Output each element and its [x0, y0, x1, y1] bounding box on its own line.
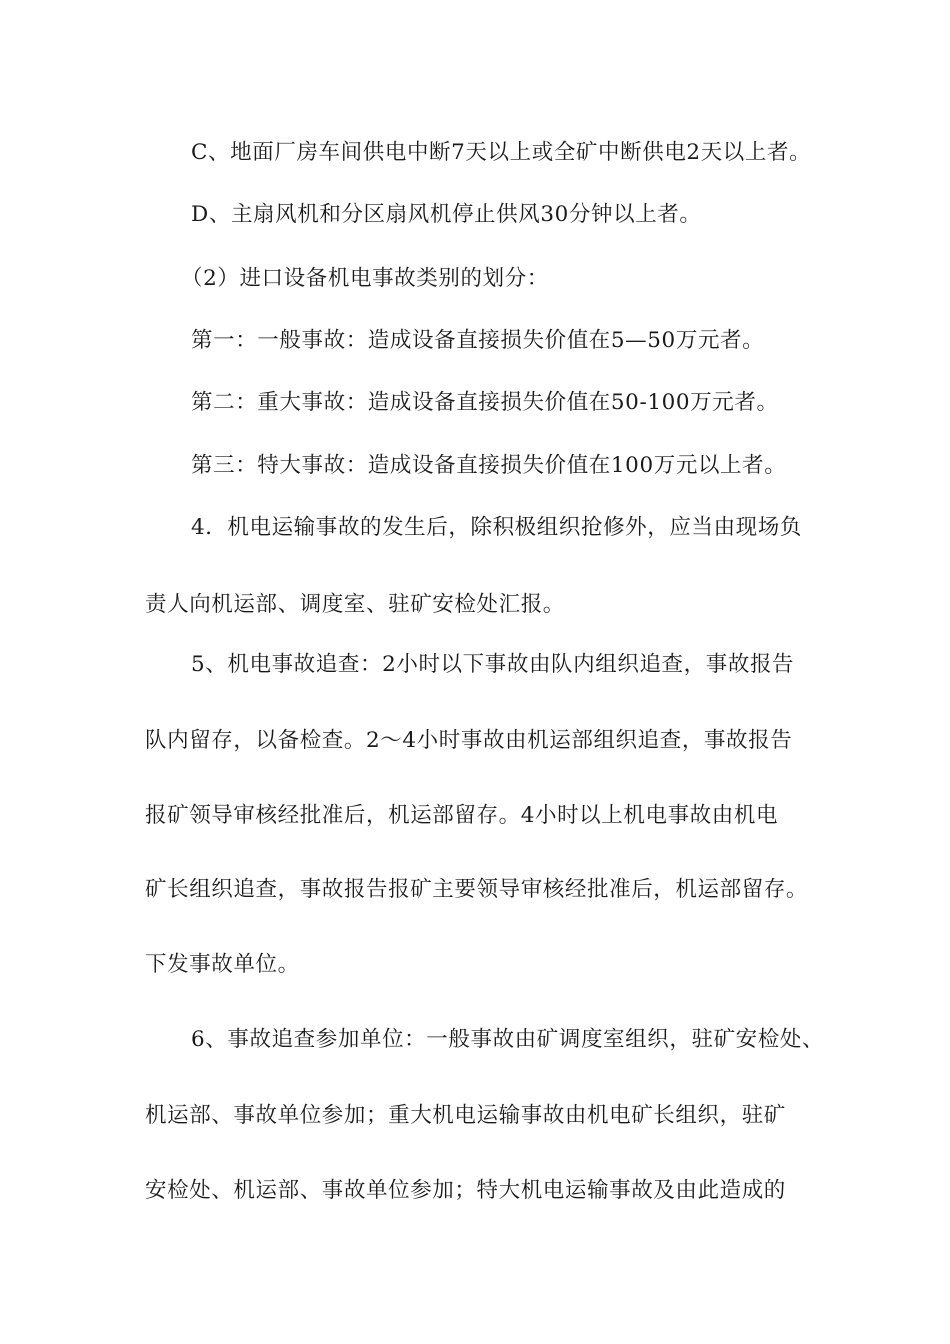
paragraph-5-line-2: 队内留存，以备检查。2～4小时事故由机运部组织追查，事故报告: [145, 728, 793, 753]
paragraph-line-major: 第二：重大事故：造成设备直接损失价值在50-100万元者。: [191, 390, 779, 415]
paragraph-line-d: D、主扇风机和分区扇风机停止供风30分钟以上者。: [191, 202, 702, 227]
paragraph-5-line-5: 下发事故单位。: [145, 952, 300, 977]
paragraph-line-severe: 第三：特大事故：造成设备直接损失价值在100万元以上者。: [191, 453, 787, 478]
paragraph-4-line-2: 责人向机运部、调度室、驻矿安检处汇报。: [145, 592, 565, 617]
paragraph-4-line-1: 4．机电运输事故的发生后，除积极组织抢修外，应当由现场负: [191, 515, 802, 540]
paragraph-line-general: 第一：一般事故：造成设备直接损失价值在5—50万元者。: [191, 328, 765, 353]
paragraph-line-c: C、地面厂房车间供电中断7天以上或全矿中断供电2天以上者。: [191, 140, 812, 165]
paragraph-5-line-4: 矿长组织追查，事故报告报矿主要领导审核经批准后，机运部留存。: [145, 877, 809, 902]
section-heading-2: （2）进口设备机电事故类别的划分：: [181, 266, 549, 291]
paragraph-5-line-1: 5、机电事故追查：2小时以下事故由队内组织追查，事故报告: [191, 652, 795, 677]
paragraph-5-line-3: 报矿领导审核经批准后，机运部留存。4小时以上机电事故由机电: [145, 803, 779, 828]
paragraph-6-line-3: 安检处、机运部、事故单位参加；特大机电运输事故及由此造成的: [145, 1178, 786, 1203]
paragraph-6-line-1: 6、事故追查参加单位：一般事故由矿调度室组织，驻矿安检处、: [191, 1027, 825, 1052]
paragraph-6-line-2: 机运部、事故单位参加；重大机电运输事故由机电矿长组织，驻矿: [145, 1103, 786, 1128]
